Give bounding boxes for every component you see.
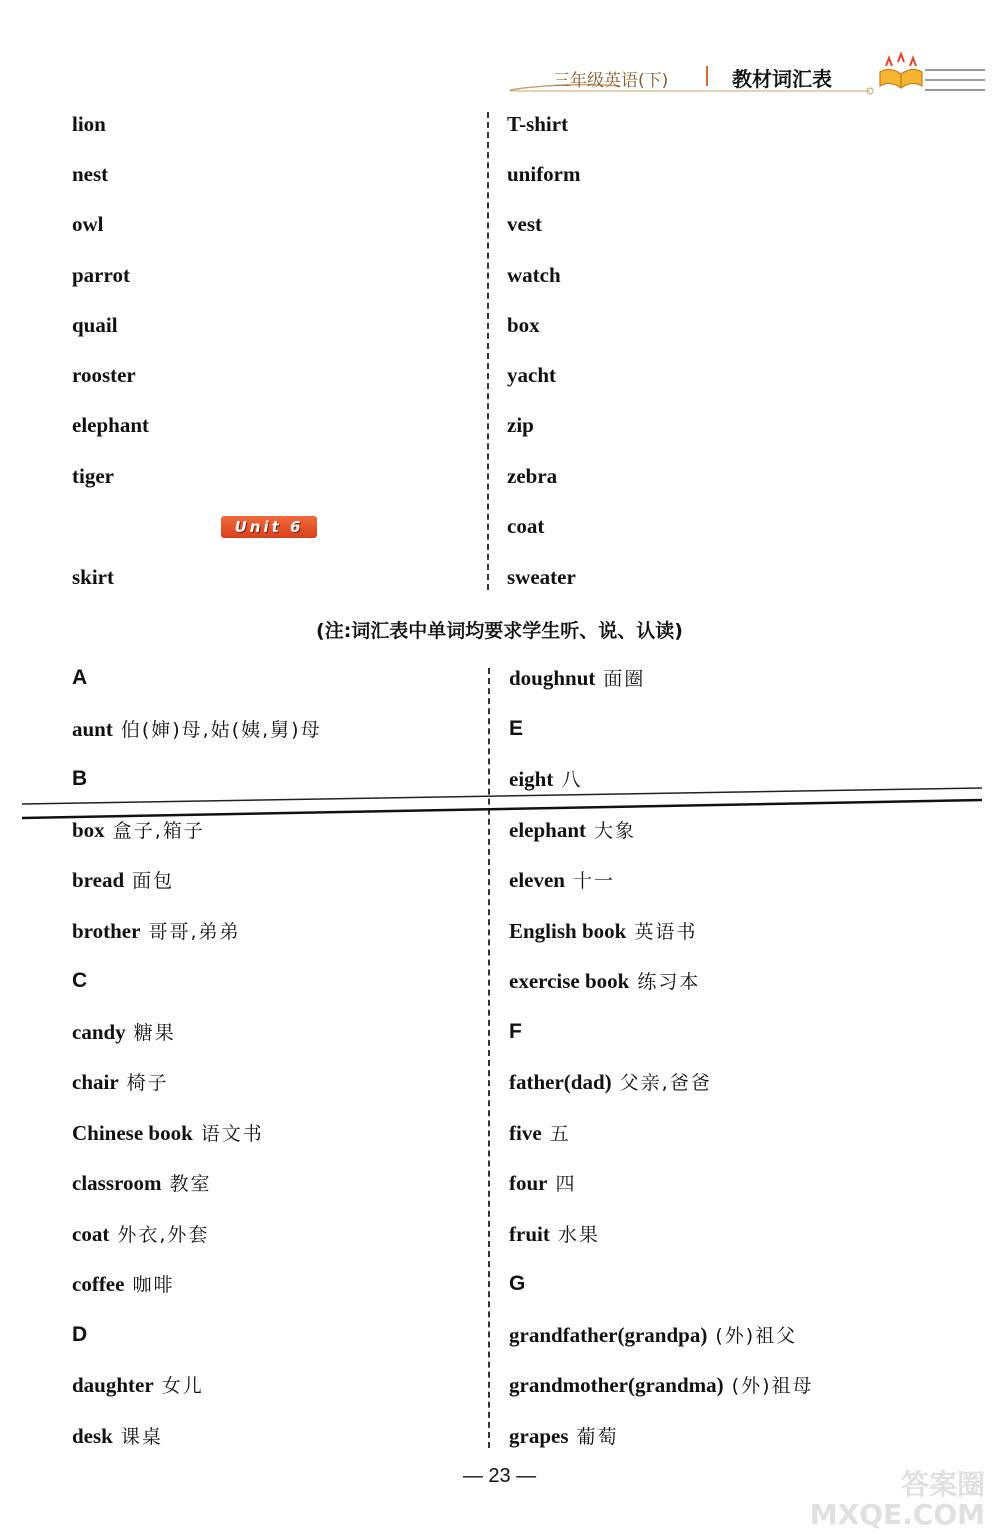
entry-english: aunt [72, 717, 113, 741]
glossary-entry [72, 1019, 176, 1046]
page-header [500, 60, 990, 100]
glossary-entry [509, 1069, 712, 1096]
glossary-entry [72, 1423, 163, 1450]
entry-english: grandmother(grandma) [509, 1373, 724, 1397]
glossary-entry [72, 716, 322, 743]
entry-english: coat [72, 1222, 110, 1246]
entry-english: five [509, 1121, 542, 1145]
upper-right-word: zip [507, 413, 534, 437]
index-letter: E [509, 717, 524, 740]
entry-chinese: 外衣,外套 [117, 1224, 210, 1246]
glossary-entry [72, 1069, 169, 1096]
entry-chinese: 面包 [132, 870, 175, 892]
entry-chinese: 大象 [594, 820, 637, 842]
upper-left-word: elephant [72, 413, 150, 437]
upper-left-word: nest [72, 162, 109, 186]
glossary-entry [72, 1372, 204, 1399]
entry-english: father(dad) [509, 1070, 612, 1094]
upper-left-word: skirt [72, 565, 114, 589]
page-number: — 23 — [462, 1465, 537, 1487]
glossary-entry [509, 1120, 571, 1147]
upper-left-word: owl [72, 212, 104, 236]
unit-badge: Unit 6 [221, 516, 317, 538]
entry-chinese: (外)祖父 [715, 1325, 798, 1347]
upper-right-word: box [507, 313, 540, 337]
glossary-entry [72, 918, 240, 945]
glossary-entry [72, 1271, 174, 1298]
index-letter: B [72, 767, 88, 790]
glossary-entry [509, 968, 700, 995]
entry-chinese: 糖果 [133, 1022, 176, 1044]
entry-english: coffee [72, 1272, 125, 1296]
entry-english: bread [72, 868, 125, 892]
entry-chinese: 父亲,爸爸 [619, 1072, 712, 1094]
entry-chinese: 练习本 [637, 971, 701, 993]
vocabulary-note: (注:词汇表中单词均要求学生听、说、认读) [316, 620, 683, 642]
glossary-entry [509, 766, 582, 793]
entry-english: Chinese book [72, 1121, 193, 1145]
glossary-entry [509, 1372, 813, 1399]
glossary-entry [72, 1120, 264, 1147]
entry-english: elephant [509, 818, 587, 842]
open-book-icon [876, 52, 926, 92]
glossary-entry [509, 867, 615, 894]
entry-english: grapes [509, 1424, 569, 1448]
upper-column-divider [487, 112, 489, 590]
entry-chinese: 哥哥,弟弟 [148, 921, 241, 943]
entry-chinese: 葡萄 [576, 1426, 619, 1448]
upper-right-word: coat [507, 514, 545, 538]
upper-right-word: zebra [507, 464, 558, 488]
entry-english: eight [509, 767, 554, 791]
glossary-entry [509, 1423, 619, 1450]
index-letter: C [72, 969, 88, 992]
entry-english: eleven [509, 868, 565, 892]
header-separator [706, 66, 708, 86]
glossary-entry [509, 918, 697, 945]
entry-chinese: 语文书 [200, 1123, 264, 1145]
scan-fold-line [0, 780, 999, 820]
entry-english: doughnut [509, 666, 596, 690]
entry-chinese: 女儿 [161, 1375, 204, 1397]
entry-chinese: 教室 [169, 1173, 212, 1195]
entry-chinese: 八 [561, 769, 583, 791]
index-letter: G [509, 1272, 526, 1295]
upper-right-word: sweater [507, 565, 576, 589]
page-number-value: 23 [488, 1465, 511, 1487]
entry-english: fruit [509, 1222, 550, 1246]
index-letter: D [72, 1323, 88, 1346]
entry-chinese: 十一 [572, 870, 615, 892]
glossary-entry [72, 1221, 209, 1248]
entry-chinese: 课桌 [120, 1426, 163, 1448]
entry-chinese: (外)祖母 [731, 1375, 814, 1397]
glossary-entry [509, 665, 645, 692]
glossary-entry [72, 817, 205, 844]
entry-english: desk [72, 1424, 113, 1448]
upper-left-word: quail [72, 313, 118, 337]
index-letter: A [72, 666, 88, 689]
entry-english: classroom [72, 1171, 162, 1195]
entry-chinese: 四 [555, 1173, 577, 1195]
upper-right-word: vest [507, 212, 542, 236]
entry-english: chair [72, 1070, 119, 1094]
upper-left-word: tiger [72, 464, 114, 488]
upper-left-word: lion [72, 112, 106, 136]
watermark: 答案圈 MXQE.COM [809, 1468, 985, 1531]
entry-chinese: 盒子,箱子 [112, 820, 205, 842]
entry-english: four [509, 1171, 548, 1195]
glossary-entry [509, 1322, 797, 1349]
upper-right-word: yacht [507, 363, 556, 387]
glossary-entry [509, 1170, 577, 1197]
entry-english: brother [72, 919, 141, 943]
entry-chinese: 椅子 [126, 1072, 169, 1094]
entry-chinese: 面圈 [603, 668, 646, 690]
entry-chinese: 咖啡 [132, 1274, 175, 1296]
entry-chinese: 英语书 [634, 921, 698, 943]
glossary-entry [72, 1170, 211, 1197]
entry-chinese: 伯(婶)母,姑(姨,舅)母 [120, 719, 322, 741]
entry-chinese: 水果 [557, 1224, 600, 1246]
upper-left-word: parrot [72, 263, 130, 287]
book-title: 三年级英语(下) [553, 71, 669, 91]
upper-left-word: rooster [72, 363, 136, 387]
upper-right-word: T-shirt [507, 112, 569, 136]
entry-english: daughter [72, 1373, 154, 1397]
glossary-entry [72, 867, 174, 894]
upper-right-word: uniform [507, 162, 581, 186]
entry-english: English book [509, 919, 627, 943]
index-letter: F [509, 1020, 522, 1043]
upper-right-word: watch [507, 263, 561, 287]
section-title: 教材词汇表 [732, 67, 832, 91]
entry-english: grandfather(grandpa) [509, 1323, 708, 1347]
entry-chinese: 五 [549, 1123, 571, 1145]
entry-english: box [72, 818, 105, 842]
glossary-entry [509, 817, 636, 844]
glossary-entry [509, 1221, 600, 1248]
entry-english: exercise book [509, 969, 630, 993]
entry-english: candy [72, 1020, 126, 1044]
